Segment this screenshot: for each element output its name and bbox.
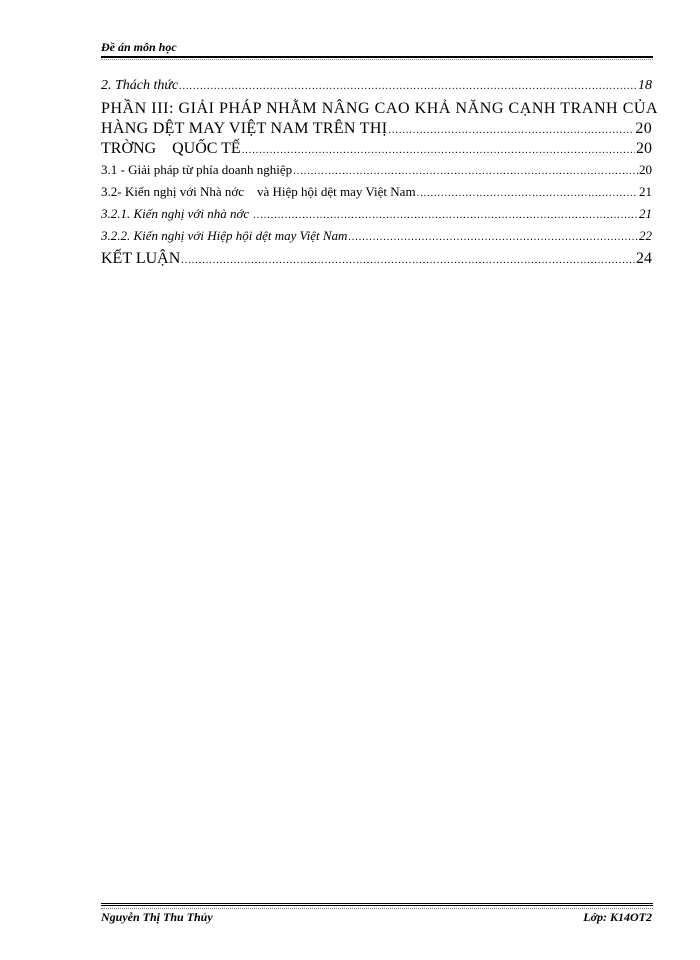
toc-entry-page: 18 — [638, 78, 652, 93]
toc-entry-3-1 — [101, 162, 652, 184]
toc-entry-label: TRỜNG QUỐC TẾ — [101, 140, 241, 157]
toc-leader-dots — [417, 189, 638, 199]
toc-leader-dots — [179, 82, 637, 92]
toc-entry-label: HÀNG DỆT MAY VIỆT NAM TRÊN THỊ — [101, 120, 388, 137]
header-rule-dotted — [101, 59, 653, 60]
footer-rule — [101, 903, 653, 906]
toc-entry-3-2-1 — [101, 206, 652, 228]
page-header — [101, 40, 653, 56]
header-rule — [101, 56, 653, 58]
toc-entry-ket-luan — [101, 250, 652, 272]
toc-entry-page: 21 — [639, 184, 652, 199]
toc-leader-dots — [253, 211, 638, 221]
toc-entry-hang-det-may — [101, 120, 652, 140]
footer-rule-dotted — [101, 908, 653, 909]
toc-entry-label: KẾT LUẬN — [101, 250, 181, 267]
toc-entry-3-2-2 — [101, 228, 652, 250]
header-title: Đề án môn học — [101, 40, 177, 54]
toc-leader-dots — [181, 256, 635, 266]
table-of-contents — [101, 78, 659, 272]
toc-entry-3-2 — [101, 184, 652, 206]
toc-entry-page: 22 — [639, 228, 652, 243]
toc-entry-label: PHẦN III: GIẢI PHÁP NHẰM NÂNG CAO KHẢ NĂNG CẠNH TRANH CỦA — [101, 100, 659, 117]
toc-entry-page: 24 — [636, 250, 652, 267]
toc-entry-page: 20 — [636, 140, 652, 157]
toc-entry-page: 20 — [639, 162, 652, 177]
toc-entry-phan-iii — [101, 100, 659, 120]
toc-entry-page: 21 — [639, 206, 652, 221]
toc-entry-page: 20 — [635, 120, 652, 137]
toc-leader-dots — [293, 167, 638, 177]
toc-leader-dots — [348, 233, 638, 243]
toc-entry-label: 3.2.2. Kiến nghị với Hiệp hội dệt may Việt Nam — [101, 228, 348, 243]
toc-entry-label: 2. Thách thức — [101, 78, 179, 93]
toc-leader-dots — [242, 146, 635, 156]
footer-class: Lớp: K14OT2 — [583, 910, 652, 924]
toc-entry-thach-thuc — [101, 78, 652, 100]
toc-leader-dots — [388, 126, 634, 136]
toc-entry-quoc-te — [101, 140, 652, 162]
toc-entry-label: 3.2- Kiến nghị với Nhà nớc và Hiệp hội dệt may Việt Nam — [101, 184, 416, 199]
footer-author: Nguyễn Thị Thu Thủy — [101, 910, 213, 924]
toc-entry-label: 3.2.1. Kiến nghị với nhà nớc — [101, 206, 253, 221]
toc-entry-label: 3.1 - Giải pháp từ phía doanh nghiệp — [101, 162, 293, 177]
